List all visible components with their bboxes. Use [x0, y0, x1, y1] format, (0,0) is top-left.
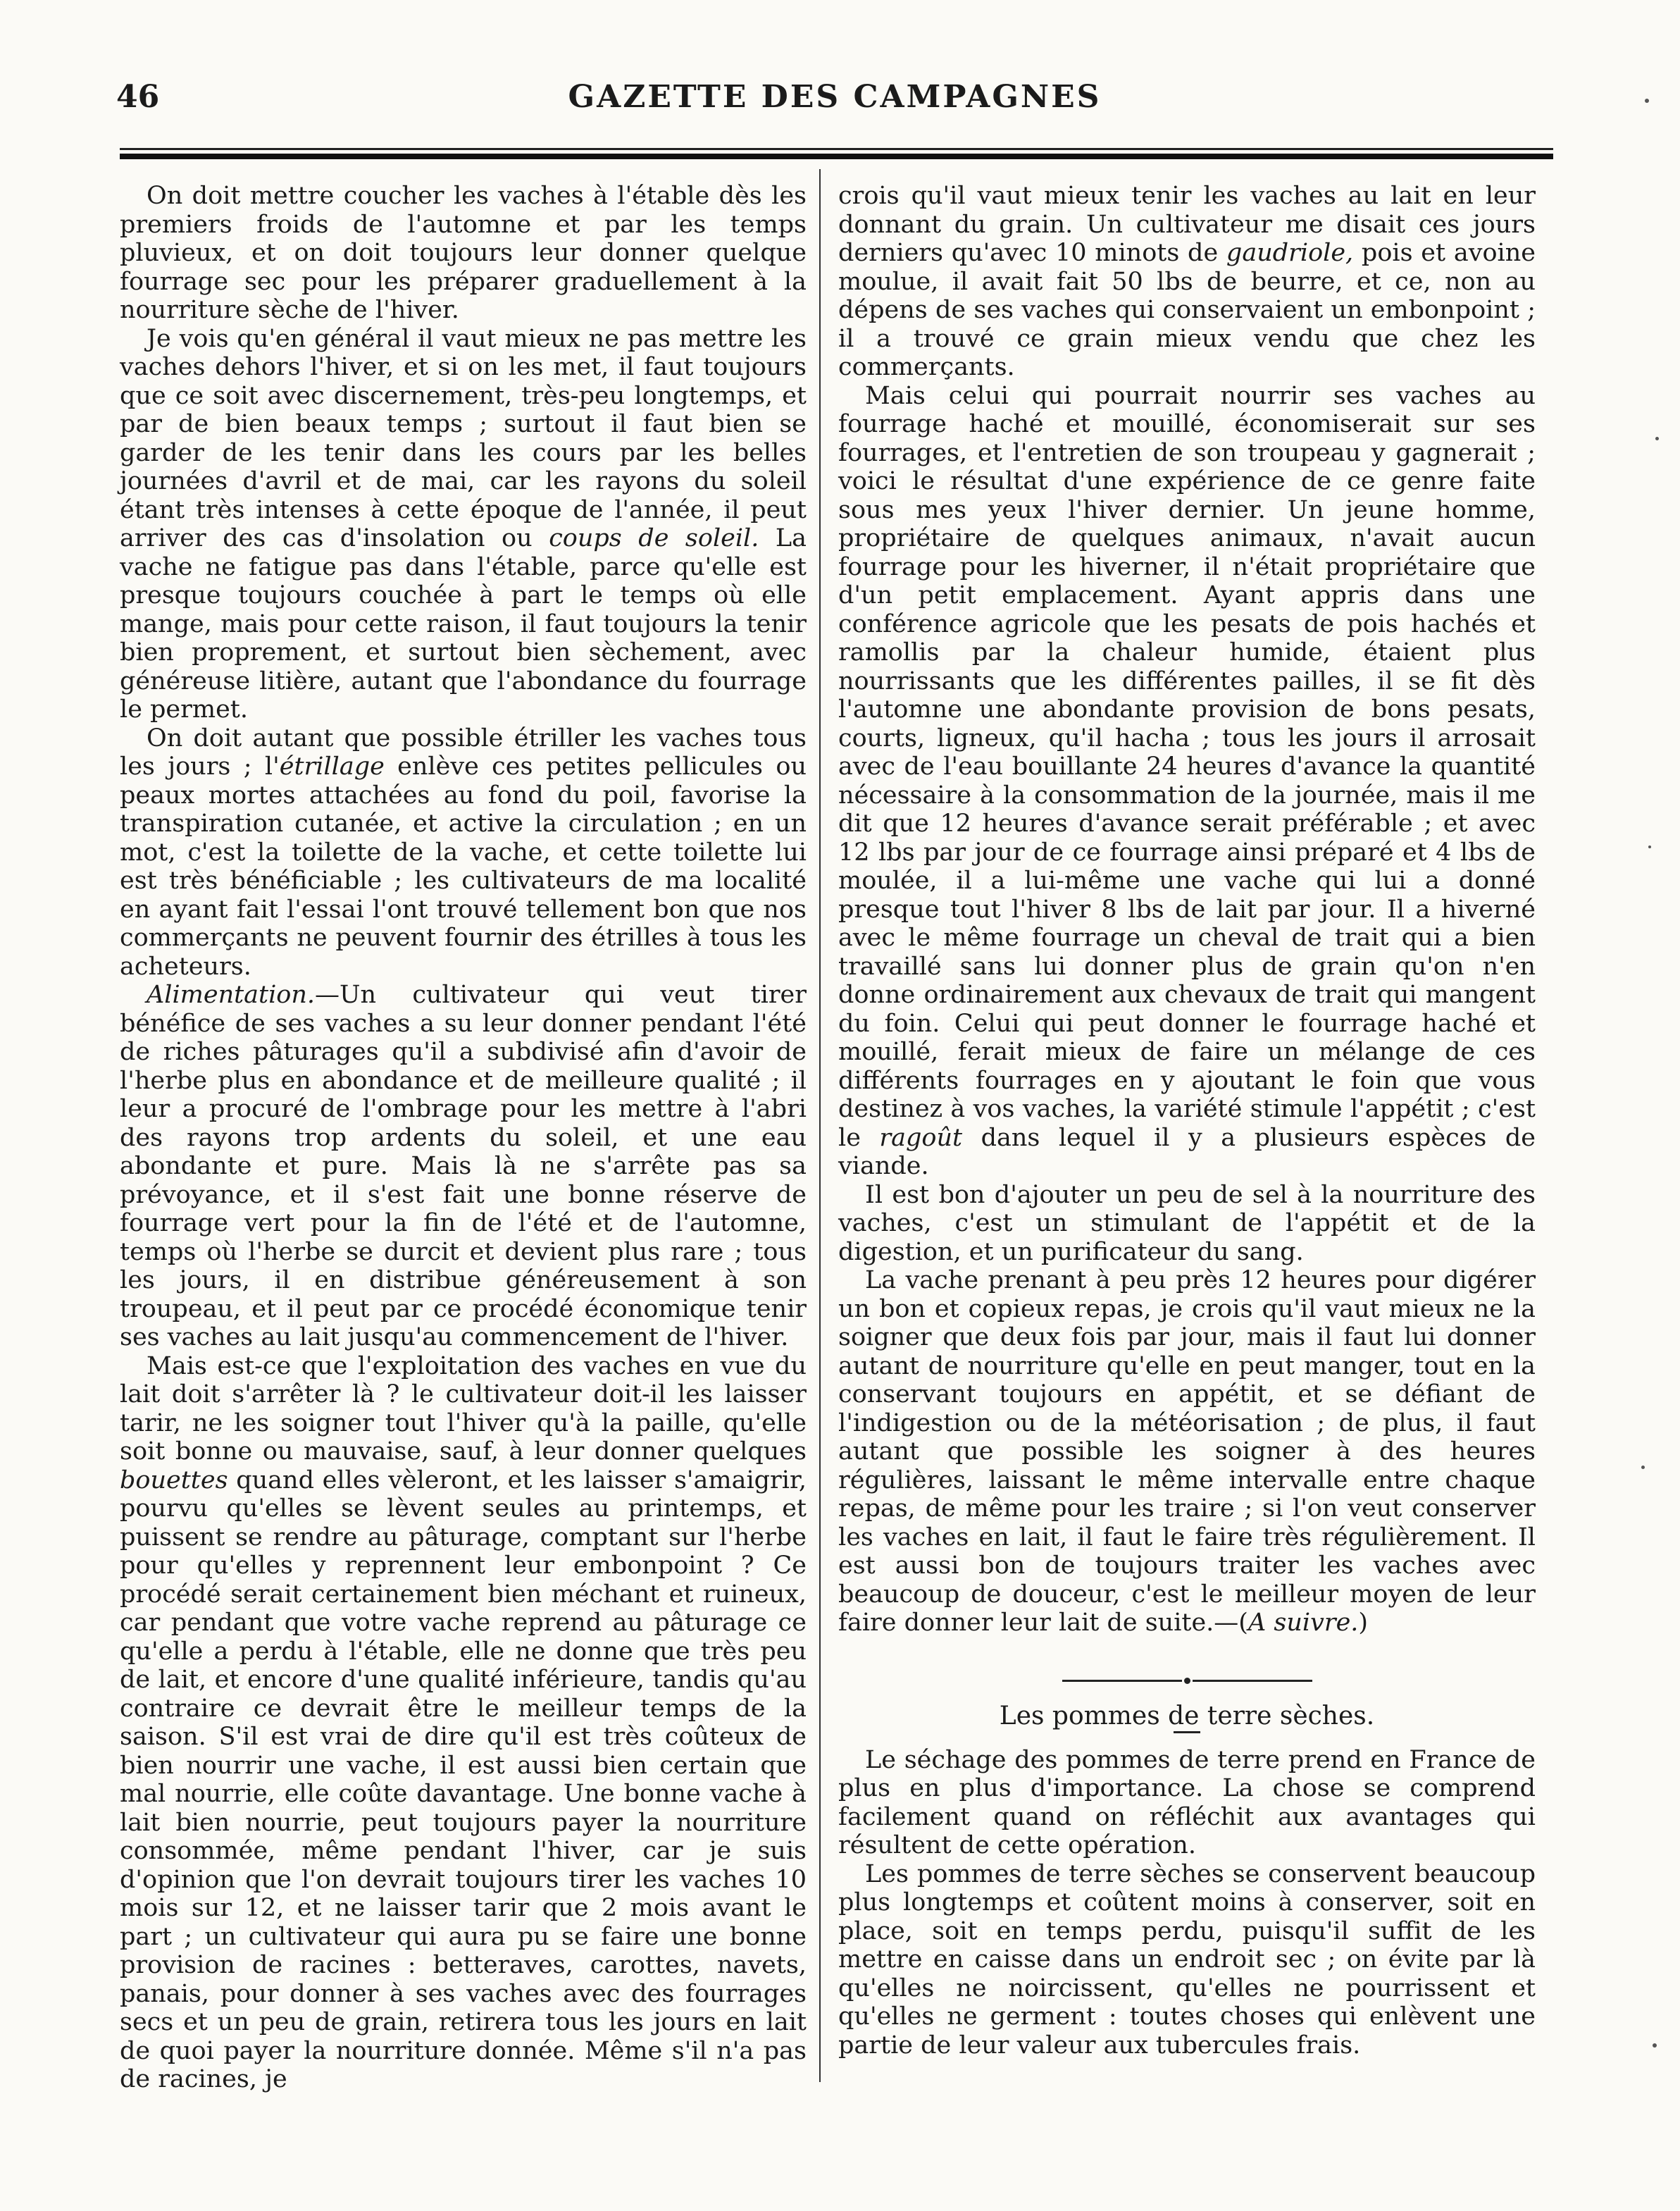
- section-separator: [838, 1666, 1536, 1695]
- scan-speck: [1655, 437, 1659, 440]
- text-run: Je vois qu'en général il vaut mieux ne pas mettre les vaches dehors l'hiver, et si on les met, il faut toujours que ce soit avec discernement, très-peu longtemps, et par de bien beaux temps ; surtout il faut bien se garder de les tenir dans les cours par les belles journées d'avril et de mai, car les rayons du soleil étant très intenses à cette époque de l'année, il peut arriver des cas d'insolation ou: [120, 324, 807, 552]
- scan-speck: [1645, 99, 1649, 103]
- italic-text: coups de soleil.: [549, 524, 759, 552]
- paragraph: Le séchage des pommes de terre prend en France de plus en plus d'importance. La chose se comprend facilement quand on réfléchit aux avantages qui résultent de cette opération.: [838, 1745, 1536, 1859]
- text-run: crois qu'il vaut mieux tenir les vaches au lait en leur donnant du grain. Un cultivateur me disait ces jours derniers qu'avec 10 minots de: [838, 182, 1536, 267]
- section-title: Les pommes de terre sèches.: [999, 1702, 1375, 1730]
- italic-text: gaudriole,: [1226, 239, 1354, 267]
- header-rule-thin: [120, 148, 1553, 150]
- paragraph: Les pommes de terre sèches se conservent beaucoup plus longtemps et coûtent moins à conserver, soit en place, soit en temps perdu, puisqu'il suffit de les mettre en caisse dans un endroit sec ; on évite par là qu'elles ne noircissent, qu'elles ne pourrissent et qu'elles ne germent : toutes choses qui enlèvent une partie de leur valeur aux tubercules frais.: [838, 1859, 1536, 2060]
- text-run: Mais celui qui pourrait nourrir ses vaches au fourrage haché et mouillé, économiserait sur ses fourrages, et l'entretien de son troupeau y gagnerait ; voici le résultat d'une expérience de ce genre faite sous mes yeux l'hiver dernier. Un jeune homme, propriétaire de quelques animaux, n'avait aucun fourrage pour les hiverner, il n'était propriétaire que d'un petit emplacement. Ayant appris dans une conférence agricole que les pesats de pois hachés et ramollis par la chaleur humide, étaient plus nourrissants que les différentes pailles, il se fit dès l'automne une abondante provision de bons pesats, courts, ligneux, qu'il hacha ; tous les jours il arrosait avec de l'eau bouillante 24 heures d'avance la quantité nécessaire à la consommation de la journée, mais il me dit que 12 heures d'avance serait préférable ; et avec 12 lbs par jour de ce fourrage ainsi préparé et 4 lbs de moulée, il a lui-même une vache qui lui a donné presque tout l'hiver 8 lbs de lait par jour. Il a hiverné avec le même fourrage un cheval de trait qui a bien travaillé sans lui donner plus de grain qu'on n'en donne ordinairement aux chevaux de trait qui mangent du foin. Celui qui peut donner le fourrage haché et mouillé, ferait mieux de faire un mélange de ces différents fourrages en y ajoutant le foin que vous destinez à vos vaches, la variété stimule l'appétit ; c'est le: [838, 381, 1536, 1152]
- italic-text: ragoût: [879, 1123, 963, 1152]
- text-run: La vache prenant à peu près 12 heures pour digérer un bon et copieux repas, je crois qu'il vaut mieux ne la soigner que deux fois par jour, mais il faut lui donner autant de nourriture qu'elle en peut manger, tout en la conservant toujours en appétit, et se défiant de l'indigestion ou de la météorisation ; de plus, il faut autant que possible les soigner à des heures régulières, laissant le même intervalle entre chaque repas, de même pour les traire ; si l'on veut conserver les vaches en lait, il faut le faire très régulièrement. Il est aussi bon de toujours traiter les vaches avec beaucoup de douceur, c'est le meilleur moyen de leur faire donner leur lait de suite.—(: [838, 1266, 1536, 1637]
- scan-speck: [1641, 1466, 1645, 1469]
- text-run: dans lequel il y a plusieurs espèces de viande.: [838, 1123, 1536, 1180]
- paragraph: [120, 1352, 807, 2094]
- text-run: On doit autant que possible étriller les vaches tous les jours ; l': [120, 724, 807, 781]
- text-run: Il est bon d'ajouter un peu de sel à la nourriture des vaches, c'est un stimulant de l'appétit et de la digestion, et un purificateur du sang.: [838, 1180, 1536, 1266]
- italic-text: A suivre.: [1247, 1609, 1359, 1637]
- paragraph: [120, 182, 807, 325]
- right-column: [838, 182, 1536, 2060]
- section-body: [838, 1746, 1536, 2060]
- italic-text: Alimentation.: [147, 981, 316, 1009]
- italic-text: bouettes: [120, 1466, 228, 1494]
- paragraph: [120, 325, 807, 724]
- page-number: 46: [116, 79, 160, 115]
- italic-text: étrillage: [279, 753, 385, 781]
- scan-speck: [1648, 846, 1651, 848]
- text-run: quand elles vèleront, et les laisser s'amaigrir, pourvu qu'elles se lèvent seules au printemps, et puissent se rendre au pâturage, comptant sur l'herbe pour qu'elles y reprennent leur embonpoint ? Ce procédé serait certainement bien méchant et ruineux, car pendant que votre vache reprend au pâturage ce qu'elle a perdu à l'étable, elle ne donne que très peu de lait, et encore d'une qualité inférieure, tandis qu'au contraire ce devrait être le meilleur temps de la saison. S'il est vrai de dire qu'il est très coûteux de bien nourrir une vache, il est aussi bien certain que mal nourrie, elle coûte davantage. Une bonne vache à lait bien nourrie, peut toujours payer la nourriture consommée, même pendant l'hiver, car je suis d'opinion que l'on devrait toujours tirer les vaches 10 mois sur 12, et ne laisser tarir que 2 mois avant le part ; un cultivateur qui aura pu se faire une bonne provision de racines : betteraves, carottes, navets, panais, pour donner à ses vaches avec des fourrages secs et un peu de grain, retirera tous les jours en lait de quoi payer la nourriture donnée. Même s'il n'a pas de racines, je: [120, 1466, 807, 2093]
- article-continuation: [838, 182, 1536, 1637]
- paragraph: [838, 182, 1536, 382]
- text-run: ): [1358, 1609, 1369, 1637]
- header-rule-thick: [120, 154, 1553, 159]
- journal-title: GAZETTE DES CAMPAGNES: [568, 79, 1102, 115]
- column-divider: [819, 169, 821, 2082]
- paragraph: [120, 724, 807, 981]
- text-run: La vache ne fatigue pas dans l'étable, parce qu'elle est presque toujours couchée à part le temps où elle mange, mais pour cette raison, il faut toujours la tenir bien proprement, et surtout bien sèchement, avec généreuse litière, autant que l'abondance du fourrage le permet.: [120, 524, 807, 724]
- left-column: [120, 182, 807, 2094]
- text-run: enlève ces petites pellicules ou peaux mortes attachées au fond du poil, favorise la transpiration cutanée, et active la circulation ; en un mot, c'est la toilette de la vache, et cette toilette lui est très bénéficiable ; les cultivateurs de ma localité en ayant fait l'essai l'ont trouvé tellement bon que nos commerçants ne peuvent fournir des étrilles à tous les acheteurs.: [120, 753, 807, 981]
- title-rule: [1174, 1731, 1200, 1733]
- paragraph: [120, 981, 807, 1352]
- paragraph: [838, 1181, 1536, 1267]
- scan-speck: [1653, 2043, 1657, 2048]
- text-run: pois et avoine moulue, il avait fait 50 lbs de beurre, et ce, non au dépens de ses vaches qui conservaient un embonpoint ; il a trouvé ce grain mieux vendu que chez les commerçants.: [838, 239, 1536, 381]
- paragraph: [838, 382, 1536, 1181]
- text-run: —Un cultivateur qui veut tirer bénéfice de ses vaches a su leur donner pendant l'été de riches pâturages qu'il a subdivisé afin d'avoir de l'herbe plus en abondance et de meilleure qualité ; il leur a procuré de l'ombrage pour les mettre à l'abri des rayons trop ardents du soleil, et une eau abondante et pure. Mais là ne s'arrête pas sa prévoyance, et il s'est fait une bonne réserve de fourrage vert pour la fin de l'été et de l'automne, temps où l'herbe se durcit et devient plus rare ; tous les jours, il en distribue généreusement à son troupeau, et il peut par ce procédé économique tenir ses vaches au lait jusqu'au commencement de l'hiver.: [120, 981, 807, 1351]
- page-header: [116, 79, 1553, 121]
- paragraph: [838, 1266, 1536, 1637]
- text-run: Mais est-ce que l'exploitation des vaches en vue du lait doit s'arrêter là ? le cultivateur doit-il les laisser tarir, ne les soigner tout l'hiver qu'à la paille, qu'elle soit bonne ou mauvaise, sauf, à leur donner quelques: [120, 1351, 807, 1466]
- text-run: On doit mettre coucher les vaches à l'étable dès les premiers froids de l'automne et par les temps pluvieux, et on doit toujours leur donner quelque fourrage sec pour les préparer graduellement à la nourriture sèche de l'hiver.: [120, 182, 807, 324]
